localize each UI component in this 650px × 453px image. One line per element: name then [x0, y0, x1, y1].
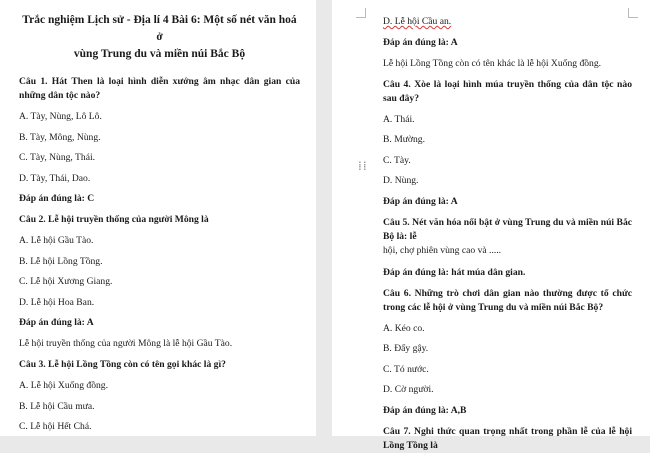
- document-title: [19, 12, 300, 63]
- q4-option-b: B. Mường.: [383, 134, 425, 145]
- q2-option-b: B. Lễ hội Lồng Tồng.: [19, 255, 103, 267]
- question-2: Câu 2. Lễ hội truyền thống của người Mông là: [19, 214, 209, 225]
- question-6: Câu 6. Những trò chơi dân gian nào thường được tổ chức trong các lễ hội ở vùng Trung du và miền núi Bắc Bộ?: [383, 287, 632, 313]
- q3-option-d: [383, 15, 632, 29]
- q4-option-d: D. Nùng.: [383, 175, 419, 186]
- q4-option-a: A. Thái.: [383, 113, 415, 125]
- q1-answer: Đáp án đúng là: C: [19, 193, 95, 204]
- q3-option-a: A. Lễ hội Xuống đồng.: [19, 380, 108, 391]
- q6-answer: Đáp án đúng là: A,B: [383, 404, 467, 416]
- q6-option-a: A. Kéo co.: [383, 322, 425, 334]
- page-margin-corner-right: [628, 8, 638, 18]
- question-7: Câu 7. Nghi thức quan trọng nhất trong phần lễ của lễ hội Lồng Tồng là: [383, 425, 632, 451]
- question-5-line-1: Câu 5. Nét văn hóa nổi bật ở vùng Trung du và miền núi Bắc Bộ là: lễ: [383, 216, 632, 242]
- question-3: Câu 3. Lễ hội Lồng Tồng còn có tên gọi khác là gì?: [19, 359, 226, 370]
- q1-option-d: D. Tày, Thái, Dao.: [19, 172, 91, 184]
- q4-option-c: C. Tày.: [383, 154, 411, 166]
- question-4: Câu 4. Xòe là loại hình múa truyền thống của dân tộc nào sau đây?: [383, 78, 632, 104]
- q2-answer: Đáp án đúng là: A: [19, 317, 94, 328]
- question-1: Câu 1. Hát Then là loại hình diễn xướng âm nhạc dân gian của những dân tộc nào?: [19, 76, 300, 101]
- q2-option-c: C. Lễ hội Xương Giang.: [19, 276, 113, 287]
- title-line-2: vùng Trung du và miền núi Bắc Bộ: [73, 48, 246, 60]
- question-5-line-2: hội, chợ phiên vùng cao và .....: [383, 244, 502, 256]
- q4-answer: Đáp án đúng là: A: [383, 195, 458, 207]
- q3-explanation: Lễ hội Lồng Tồng còn có tên khác là lễ hội Xuống đồng.: [383, 57, 602, 69]
- q2-option-d: D. Lễ hội Hoa Ban.: [19, 296, 95, 308]
- q3-option-c: C. Lễ hội Hết Chá.: [19, 421, 92, 432]
- drag-handle-icon[interactable]: ⁞⁞: [358, 159, 368, 173]
- q3-option-b: B. Lễ hội Cầu mưa.: [19, 400, 95, 412]
- title-line-1: Trắc nghiệm Lịch sử - Địa lí 4 Bài 6: Một số nét văn hoá ở: [22, 14, 297, 43]
- q3-answer: Đáp án đúng là: A: [383, 36, 458, 48]
- q6-option-d: D. Cờ người.: [383, 384, 434, 395]
- q2-option-a: A. Lễ hội Gầu Tào.: [19, 235, 94, 246]
- q1-option-c: C. Tày, Nùng, Thái.: [19, 152, 96, 163]
- document-page-right: [332, 0, 650, 451]
- q1-option-b: B. Tày, Mông, Nùng.: [19, 131, 101, 143]
- document-page-left: [0, 0, 316, 436]
- question-5: [383, 216, 632, 258]
- q5-answer: Đáp án đúng là: hát múa dân gian.: [383, 266, 526, 278]
- q1-option-a: A. Tày, Nùng, Lô Lô.: [19, 111, 102, 122]
- q6-option-c: C. Tó nước.: [383, 363, 429, 375]
- q6-option-b: B. Đẩy gậy.: [383, 343, 429, 354]
- page-margin-corner-left: [356, 8, 366, 18]
- q3-option-d-text: D. Lễ hội Cầu an.: [383, 16, 452, 27]
- q2-explanation: Lễ hội truyền thống của người Mông là lễ hội Gầu Tào.: [19, 338, 233, 349]
